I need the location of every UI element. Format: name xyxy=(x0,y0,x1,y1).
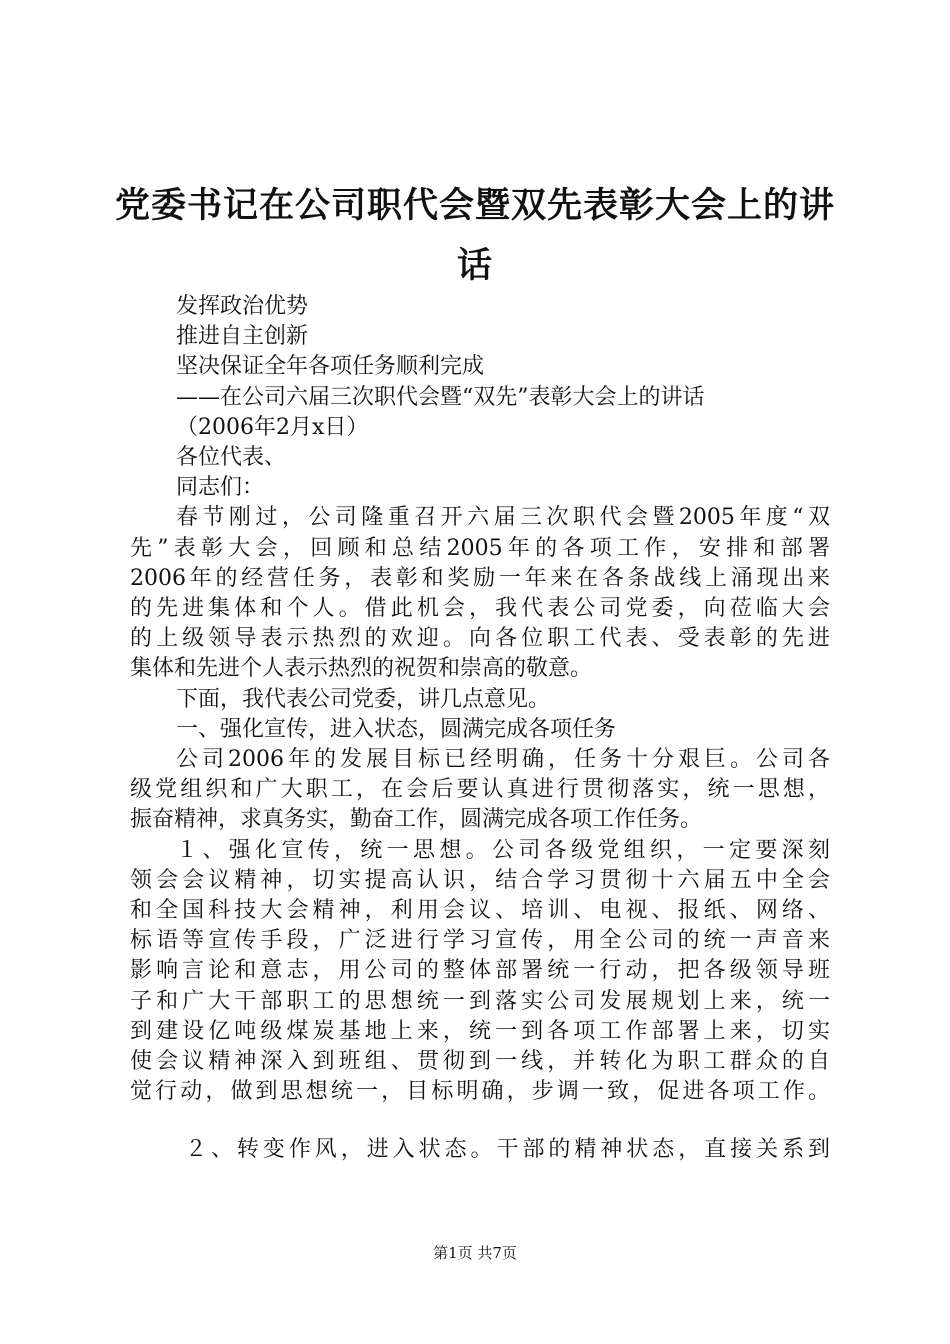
paragraph-line: 先”表彰大会，回顾和总结2005年的各项工作，安排和部署 xyxy=(130,535,830,561)
paragraph-gap xyxy=(130,1107,830,1135)
section-heading: 一、强化宣传，进入状态，圆满完成各项任务 xyxy=(176,716,617,742)
document-body xyxy=(130,292,830,1166)
occasion-line: ——在公司六届三次职代会暨“双先”表彰大会上的讲话 xyxy=(176,384,705,410)
paragraph-line: 到建设亿吨级煤炭基地上来，统一到各项工作部署上来，切实 xyxy=(130,1018,830,1044)
title-line-1: 党委书记在公司职代会暨双先表彰大会上的讲 xyxy=(114,186,835,226)
paragraph-line: 领会会议精神，切实提高认识，结合学习贯彻十六届五中全会 xyxy=(130,867,830,893)
subtitle-line: 坚决保证全年各项任务顺利完成 xyxy=(176,354,485,380)
salutation-line: 各位代表、 xyxy=(176,445,287,471)
paragraph-line: １、强化宣传，统一思想。公司各级党组织，一定要深刻 xyxy=(176,837,830,863)
salutation-line: 同志们： xyxy=(176,475,265,501)
paragraph-line: 振奋精神，求真务实，勤奋工作，圆满完成各项工作任务。 xyxy=(130,807,703,833)
paragraph-line: ２、转变作风，进入状态。干部的精神状态，直接关系到 xyxy=(185,1137,830,1163)
paragraph-line: 子和广大干部职工的思想统一到落实公司发展规划上来，统一 xyxy=(130,988,830,1014)
paragraph-line: 公司2006年的发展目标已经明确，任务十分艰巨。公司各 xyxy=(176,747,830,773)
paragraph-line: 2006年的经营任务，表彰和奖励一年来在各条战线上涌现出来 xyxy=(130,565,830,591)
date-line: （2006年2月x日） xyxy=(176,414,369,440)
paragraph-line: 的上级领导表示热烈的欢迎。向各位职工代表、受表彰的先进 xyxy=(130,626,830,652)
paragraph-line: 集体和先进个人表示热烈的祝贺和崇高的敬意。 xyxy=(130,656,593,682)
paragraph-line: 标语等宣传手段，广泛进行学习宣传，用全公司的统一声音来 xyxy=(130,928,830,954)
paragraph-line: 影响言论和意志，用公司的整体部署统一行动，把各级领导班 xyxy=(130,958,830,984)
title-line-2: 话 xyxy=(456,246,493,286)
document-title xyxy=(100,176,850,296)
paragraph-line: 的先进集体和个人。借此机会，我代表公司党委，向莅临大会 xyxy=(130,596,830,622)
paragraph-line: 春节刚过，公司隆重召开六届三次职代会暨2005年度“双 xyxy=(176,505,830,531)
paragraph-line: 下面，我代表公司党委，讲几点意见。 xyxy=(176,686,551,712)
paragraph-line: 级党组织和广大职工，在会后要认真进行贯彻落实，统一思想， xyxy=(130,777,830,803)
subtitle-line: 发挥政治优势 xyxy=(176,294,309,319)
subtitle-line: 推进自主创新 xyxy=(176,324,309,350)
paragraph-line: 和全国科技大会精神，利用会议、培训、电视、报纸、网络、 xyxy=(130,898,830,924)
paragraph-line: 使会议精神深入到班组、贯彻到一线，并转化为职工群众的自 xyxy=(130,1049,830,1075)
page-footer: 第1页 共7页 xyxy=(433,1244,517,1262)
paragraph-line: 觉行动，做到思想统一，目标明确，步调一致，促进各项工作。 xyxy=(130,1079,830,1105)
